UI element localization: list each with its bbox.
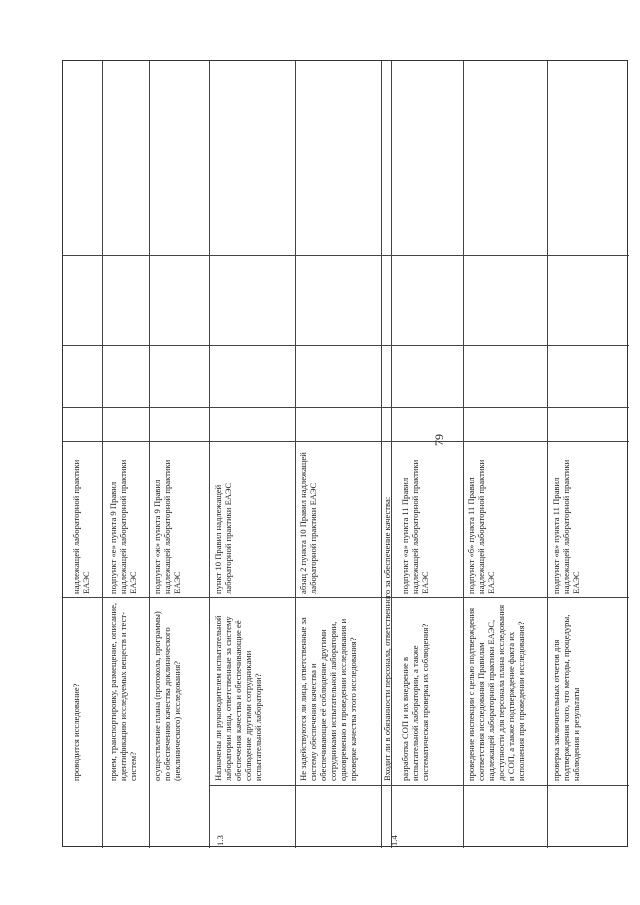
question-cell: проводится исследование? bbox=[71, 683, 81, 781]
checklist-table bbox=[62, 60, 628, 847]
column-divider bbox=[63, 441, 629, 442]
reference-cell: подпункт «ж» пункта 9 Правил надлежащей лабораторной практики ЕАЭС bbox=[152, 459, 182, 594]
row-divider bbox=[463, 61, 464, 848]
row-number: 1.3 bbox=[215, 835, 225, 846]
row-divider bbox=[209, 61, 210, 848]
question-cell: прием, транспортировку, размещение, описание, идентификацию исследуемых веществ и тест-систем? bbox=[108, 602, 138, 781]
question-cell: Входит ли в обязанности персонала, ответственного за обеспечение качества: bbox=[382, 496, 392, 781]
question-cell: Назначены ли руководителем испытательной лаборатории лица, ответственные за систему обеспечения качества и обеспечивающие её соблюдение другими сотрудниками испытательной лаборатории? bbox=[213, 615, 263, 781]
row-number: 1.4 bbox=[389, 835, 399, 846]
question-cell: Не задействуются ли лица, ответственные за систему обеспечения качества и обеспечивающие её соблюдение другими сотрудниками испытательной лаборатории, одновременно в проведении исследования и проверке качества этого исследования? bbox=[298, 617, 358, 781]
reference-cell: подпункт «б» пункта 11 Правил надлежащей лабораторной практики ЕАЭС bbox=[466, 459, 496, 594]
question-cell: проверка заключительных отчетов для подтверждения того, что методы, процедуры, наблюдения и результаты bbox=[551, 614, 581, 781]
column-divider bbox=[63, 597, 629, 598]
column-divider bbox=[63, 345, 629, 346]
reference-cell: подпункт «е» пункта 9 Правил надлежащей лабораторной практики ЕАЭС bbox=[108, 459, 138, 594]
column-divider bbox=[63, 407, 629, 408]
reference-cell: подпункт «а» пункта 11 Правил надлежащей лабораторной практики ЕАЭС bbox=[400, 459, 430, 594]
column-divider bbox=[63, 255, 629, 256]
reference-cell: абзац 2 пункта 10 Правил надлежащей лабораторной практики ЕАЭС bbox=[298, 452, 318, 594]
row-divider bbox=[149, 61, 150, 848]
column-divider bbox=[209, 785, 629, 786]
question-cell: осуществление плана (протокола, программы) по обеспечению качества доклинического (неклинического) исследования? bbox=[152, 611, 182, 781]
page-number: 79 bbox=[432, 434, 446, 446]
reference-cell: пункт 10 Правил надлежащей лабораторной практики ЕАЭС bbox=[213, 482, 233, 594]
question-cell: разработка СОП и их внедрение в испытательной лаборатории, а также систематическая проверка их соблюдения? bbox=[400, 623, 430, 781]
reference-cell: надлежащей лабораторной практики ЕАЭС bbox=[71, 459, 91, 594]
row-divider bbox=[547, 61, 548, 848]
row-divider bbox=[295, 61, 296, 848]
reference-cell: подпункт «в» пункта 11 Правил надлежащей лабораторной практики ЕАЭС bbox=[551, 459, 581, 594]
question-cell: проведение инспекции с целью подтверждения соответствия исследования Правилам надлежащей лабораторной практики ЕАЭС, доступности для персонала плана исследования и СОП, а также подтверждение факта их исполнения при проведении исследования? bbox=[466, 604, 526, 781]
row-divider bbox=[102, 61, 103, 848]
